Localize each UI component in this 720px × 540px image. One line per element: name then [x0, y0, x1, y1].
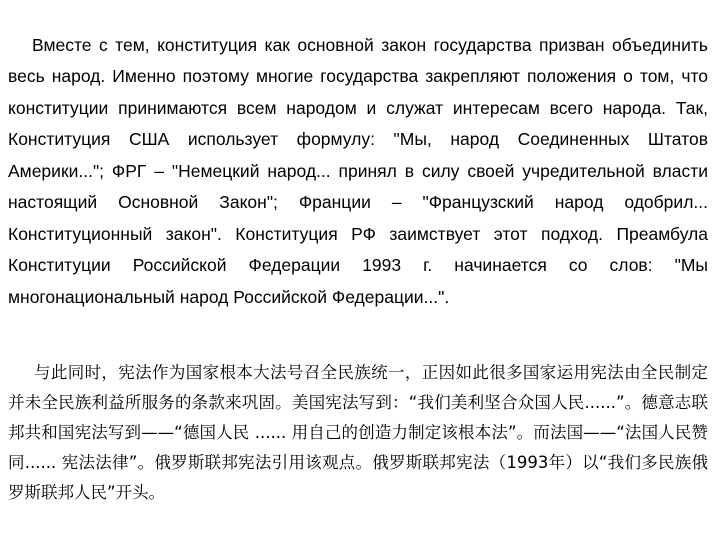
chinese-paragraph: 与此同时，宪法作为国家根本大法号召全民族统一，正因如此很多国家运用宪法由全民制定并未全民族利益所服务的条款来巩固。美国宪法写到：“我们美利坚合众国人民......”。德意志联邦共和国宪法写到——“德国人民 ...... 用自己的创造力制定该根本法”。而法国——“法国人民赞同...... 宪法法律”。俄罗斯联邦宪法引用该观点。俄罗斯联邦宪法（1993年）以“我们多民族俄罗斯联邦人民”开头。 — [8, 362, 708, 502]
russian-paragraph: Вместе с тем, конституция как основной закон государства призван объединить весь народ. Именно поэтому многие государства закрепляют положения о том, что конституции принимаются всем народом и служат интересам всего народа. Так, Конституция США использует формулу: "Мы, народ Соединенных Штатов Америки..."; ФРГ – "Немецкий народ... принял в силу своей учредительной власти настоящий Основной Закон"; Франции – "Французский народ одобрил... Конституционный закон". Конституция РФ заимствует этот подход. Преамбула Конституции Российской Федерации 1993 г. начинается со слов: "Мы многонациональный народ Российской Федерации...". — [8, 34, 708, 307]
